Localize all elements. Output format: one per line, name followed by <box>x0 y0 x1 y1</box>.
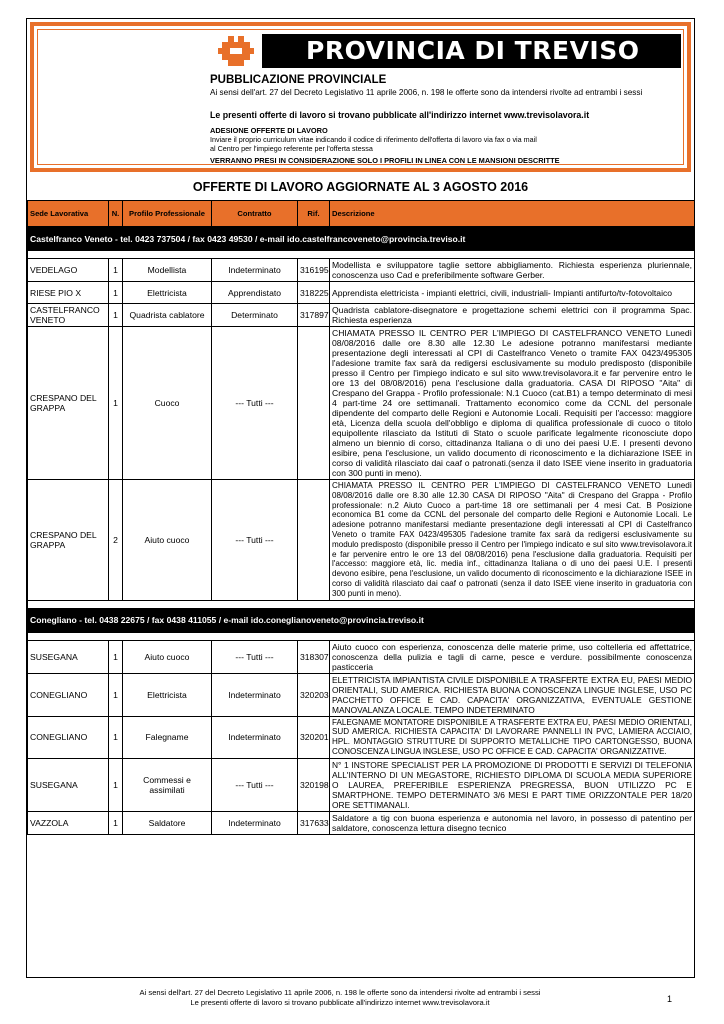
table-row <box>28 640 695 673</box>
cell-descrizione: ELETTRICISTA IMPIANTISTA CIVILE DISPONIBILE A TRASFERTE EXTRA EU, PAESI MEDIO ORIENTALI, SUD AMERICA. RICHIESTA BUONA CONOSCENZA LINGUE INGLESE, USO PC PACCHETTO OFFICE E CAD. CAPACITA' ORGANIZZATIVA, EVENTUALE GESTIONE MANOVALANZA LOCALE. TEMPO INDETERMINATO <box>330 673 695 716</box>
cell-profilo: Quadrista cablatore <box>123 304 212 327</box>
cell-rif: 317633 <box>298 811 330 834</box>
table-row <box>28 716 695 758</box>
footer-line-2: Le presenti offerte di lavoro si trovano pubblicate all'indirizzo internet www.trevisolavora.it <box>190 998 490 1007</box>
spacer-cell <box>28 251 695 259</box>
offers-table <box>27 200 695 835</box>
table-row <box>28 758 695 811</box>
cell-sede: CONEGLIANO <box>28 673 109 716</box>
province-logo-icon <box>214 34 258 68</box>
header-adhesion-title: ADESIONE OFFERTE DI LAVORO <box>210 126 328 135</box>
header-title: PROVINCIA DI TREVISO <box>262 34 681 68</box>
cell-contratto: Apprendistato <box>212 282 298 304</box>
cell-contratto: Indeterminato <box>212 811 298 834</box>
header-banner <box>30 22 691 172</box>
spacer-cell <box>28 600 695 608</box>
cell-sede: VEDELAGO <box>28 259 109 282</box>
table-row <box>28 304 695 327</box>
cell-contratto: --- Tutti --- <box>212 480 298 601</box>
cell-n: 1 <box>109 758 123 811</box>
cell-contratto: --- Tutti --- <box>212 640 298 673</box>
cell-sede: CONEGLIANO <box>28 716 109 758</box>
centre-label: Conegliano - tel. 0438 22675 / fax 0438 411055 / e-mail ido.coneglianoveneto@provincia.treviso.it <box>28 608 695 632</box>
table-header-row <box>28 201 695 227</box>
cell-profilo: Saldatore <box>123 811 212 834</box>
cell-rif <box>298 327 330 480</box>
cell-descrizione: N° 1 INSTORE SPECIALIST PER LA PROMOZIONE DI PRODOTTI E SERVIZI DI TELEFONIA ALL'INTERNO DI UN MEGASTORE, RICHIESTO DIPLOMA DI SCUOLA MEDIA SUPERIORE O LAUREA, PREFERIBILE ESPERIENZA PREGRESSA, BUON UTILIZZO PC E SMARTPHONE. TEMPO DETERMINATO 3/6 MESI E PART TIME ORIZZONTALE PER 18/20 ORE SETTIMANALI. <box>330 758 695 811</box>
page-number: 1 <box>667 994 673 1004</box>
cell-rif: 320203 <box>298 673 330 716</box>
table-row <box>28 480 695 601</box>
cell-contratto: --- Tutti --- <box>212 327 298 480</box>
spacer-row <box>28 600 695 608</box>
cell-profilo: Elettricista <box>123 282 212 304</box>
cell-descrizione: CHIAMATA PRESSO IL CENTRO PER L'IMPIEGO DI CASTELFRANCO VENETO Lunedì 08/08/2016 dalle ore 8.30 alle 12.30 CASA DI RIPOSO "Aita" di Crespano del Grappa - Profilo professionale: n.2 Aiuto Cuoco a part-time 18 ore settimanali per 4 mesi Cat. B Posizione economica B1 come da CCNL del personale del comparto delle Regioni e Autonomie Locali. Le adesione potranno manifestarsi mediante presentazione degli interessati al CPI di Castelfranco Veneto o tramite FAX 0423/495305 l'adesione tramite fax sarà da redigersi esclusivamente su modulo predisposto (disponibile presso il Centro per l'impiego indicato e sul sito www.trevisolavora.it e far pervenire entro le ore 13 del 08/08/2016) pena l'esclusione dalla graduatoria. Requisiti per l'accesso: maggiore età, lic. media inf., cittadinanza Italiana o di uno dei paesi U.E. I presenti devono esibire, pena l'esclusione, un valido documento di riconoscimento e la dichiarazione ISEE in corso di validità rilasciato dai caaf o patronati (senza il dato ISEE viene inserito in graduatoria con 300 punti in meno). <box>330 480 695 601</box>
cell-n: 1 <box>109 640 123 673</box>
spacer-row <box>28 251 695 259</box>
table-row <box>28 673 695 716</box>
cell-profilo: Elettricista <box>123 673 212 716</box>
page-heading: OFFERTE DI LAVORO AGGIORNATE AL 3 AGOSTO 2016 <box>192 180 529 194</box>
spacer-cell <box>28 632 695 640</box>
cell-rif: 318307 <box>298 640 330 673</box>
header-adhesion-note: Inviare il proprio curriculum vitae indicando il codice di riferimento dell'offerta di lavoro via fax o via mail al Centro per l'impiego referente per l'offerta stessa <box>210 135 537 153</box>
centre-row-conegliano <box>28 608 695 632</box>
cell-n: 1 <box>109 259 123 282</box>
cell-descrizione: Modellista e sviluppatore taglie settore abbigliamento. Richiesta esperienza pluriennale, conoscenza uso Cad e preferibilmente software Gerber. <box>330 259 695 282</box>
cell-rif: 316195 <box>298 259 330 282</box>
col-header-descrizione: Descrizione <box>330 201 695 227</box>
cell-profilo: Falegname <box>123 716 212 758</box>
cell-sede: CRESPANO DEL GRAPPA <box>28 480 109 601</box>
cell-rif: 320201 <box>298 716 330 758</box>
cell-descrizione: FALEGNAME MONTATORE DISPONIBILE A TRASFERTE EXTRA EU, PAESI MEDIO ORIENTALI, SUD AMERICA. RICHIESTA CAPACITA' DI LAVORARE PANNELLI IN PVC, LAMIERA ACCIAIO, HPL. MONTAGGIO STRUTTURE DI SUPPORTO METALLICHE TIPO CARTONGESSO, BUONA CONOSCENZA LINGUA INGLESE, USO PC OFFICE E CAD. CAPACITA' ORGANIZZATIVE. <box>330 716 695 758</box>
header-website-note: Le presenti offerte di lavoro si trovano pubblicate all'indirizzo internet www.trevisolavora.it <box>210 110 590 120</box>
cell-sede: SUSEGANA <box>28 640 109 673</box>
cell-profilo: Aiuto cuoco <box>123 640 212 673</box>
cell-contratto: Indeterminato <box>212 716 298 758</box>
cell-profilo: Commessi e assimilati <box>123 758 212 811</box>
cell-rif: 318225 <box>298 282 330 304</box>
cell-descrizione: Saldatore a tig con buona esperienza e autonomia nel lavoro, in possesso di patentino per saldatore, conoscenza lettura disegno tecnico <box>330 811 695 834</box>
cell-profilo: Modellista <box>123 259 212 282</box>
col-header-contratto: Contratto <box>212 201 298 227</box>
col-header-sede: Sede Lavorativa <box>28 201 109 227</box>
cell-rif: 320198 <box>298 758 330 811</box>
cell-sede: RIESE PIO X <box>28 282 109 304</box>
cell-rif: 317897 <box>298 304 330 327</box>
cell-sede: CASTELFRANCO VENETO <box>28 304 109 327</box>
col-header-profilo: Profilo Professionale <box>123 201 212 227</box>
cell-sede: VAZZOLA <box>28 811 109 834</box>
cell-n: 1 <box>109 282 123 304</box>
cell-contratto: Indeterminato <box>212 259 298 282</box>
cell-descrizione: CHIAMATA PRESSO IL CENTRO PER L'IMPIEGO DI CASTELFRANCO VENETO Lunedì 08/08/2016 dalle ore 8.30 alle 12.30 Le adesione potranno manifestarsi mediante presentazione degli interessati al CPI di Castelfranco Veneto o tramite FAX 0423/495305 l'adesione tramite fax sarà da redigersi esclusivamente su modulo predisposto (disponibile presso il Centro per l'impiego indicato e sul sito www.trevisolavora.it e far pervenire entro le ore 13 del 08/08/2016) pena l'esclusione dalla graduatoria. CASA DI RIPOSO "Aita" di Crespano del Grappa - Profilo professionale: N.1 Cuoco (cat.B1) a tempo determinato di mesi 4 part-time 24 ore settimanali. Trattamento economico come da CCNL del personale dipendente del comparto delle Regioni e Autonomie Locali. Requisiti per l'accesso: maggiore età, Licenza della scuola dell'obbligo e diploma di qualifica professionale di cuoco o titolo equipollente rilasciato da Istituti di Stato o scuole parificate legalmente riconosciute dopo almeno un biennio di corso, cittadinanza Italiana o di uno dei paesi U.E. I presenti devono esibire, pena l'esclusione, un valido documento di riconoscimento e la dichiarazione ISEE in corso di validità rilasciato dai caaf o patronati.(senza il dato ISEE viene inserito in graduatoria con 300 punti in meno). <box>330 327 695 480</box>
cell-descrizione: Aiuto cuoco con esperienza, conoscenza delle materie prime, uso coltelleria ed affettatrice, conoscenza della pulizia e tagli di carne, pesce e verdure. possibilmente conoscenza pasticceria <box>330 640 695 673</box>
cell-n: 1 <box>109 327 123 480</box>
header-subtitle: PUBBLICAZIONE PROVINCIALE <box>210 74 387 86</box>
cell-descrizione: Apprendista elettricista - impianti elettrici, civili, industriali- Impianti antifurto/tv-fotovoltaico <box>330 282 695 304</box>
header-subtitle-note: Ai sensi dell'art. 27 del Decreto Legislativo 11 aprile 2006, n. 198 le offerte sono da intendersi rivolte ad entrambi i sessi <box>210 88 643 97</box>
spacer-row <box>28 632 695 640</box>
cell-rif <box>298 480 330 601</box>
cell-n: 1 <box>109 673 123 716</box>
cell-contratto: Indeterminato <box>212 673 298 716</box>
cell-n: 2 <box>109 480 123 601</box>
cell-descrizione: Quadrista cablatore-disegnatore e progettazione schemi elettrici con il programma Spac. Richiesta esperienza <box>330 304 695 327</box>
centre-row-castelfranco <box>28 227 695 251</box>
table-row <box>28 259 695 282</box>
centre-label: Castelfranco Veneto - tel. 0423 737504 / fax 0423 49530 / e-mail ido.castelfrancoveneto@provincia.treviso.it <box>28 227 695 251</box>
cell-n: 1 <box>109 716 123 758</box>
cell-sede: CRESPANO DEL GRAPPA <box>28 327 109 480</box>
page-footer <box>60 988 620 1008</box>
cell-sede: SUSEGANA <box>28 758 109 811</box>
col-header-n: N. <box>109 201 123 227</box>
cell-n: 1 <box>109 811 123 834</box>
footer-line-1: Ai sensi dell'art. 27 del Decreto Legislativo 11 aprile 2006, n. 198 le offerte sono da intendersi rivolte ad entrambi i sessi <box>139 988 541 997</box>
table-row <box>28 811 695 834</box>
cell-contratto: --- Tutti --- <box>212 758 298 811</box>
cell-profilo: Cuoco <box>123 327 212 480</box>
col-header-rif: Rif. <box>298 201 330 227</box>
cell-contratto: Determinato <box>212 304 298 327</box>
table-row <box>28 327 695 480</box>
header-profiles-note: VERRANNO PRESI IN CONSIDERAZIONE SOLO I PROFILI IN LINEA CON LE MANSIONI DESCRITTE <box>210 156 560 165</box>
cell-profilo: Aiuto cuoco <box>123 480 212 601</box>
cell-n: 1 <box>109 304 123 327</box>
table-row <box>28 282 695 304</box>
